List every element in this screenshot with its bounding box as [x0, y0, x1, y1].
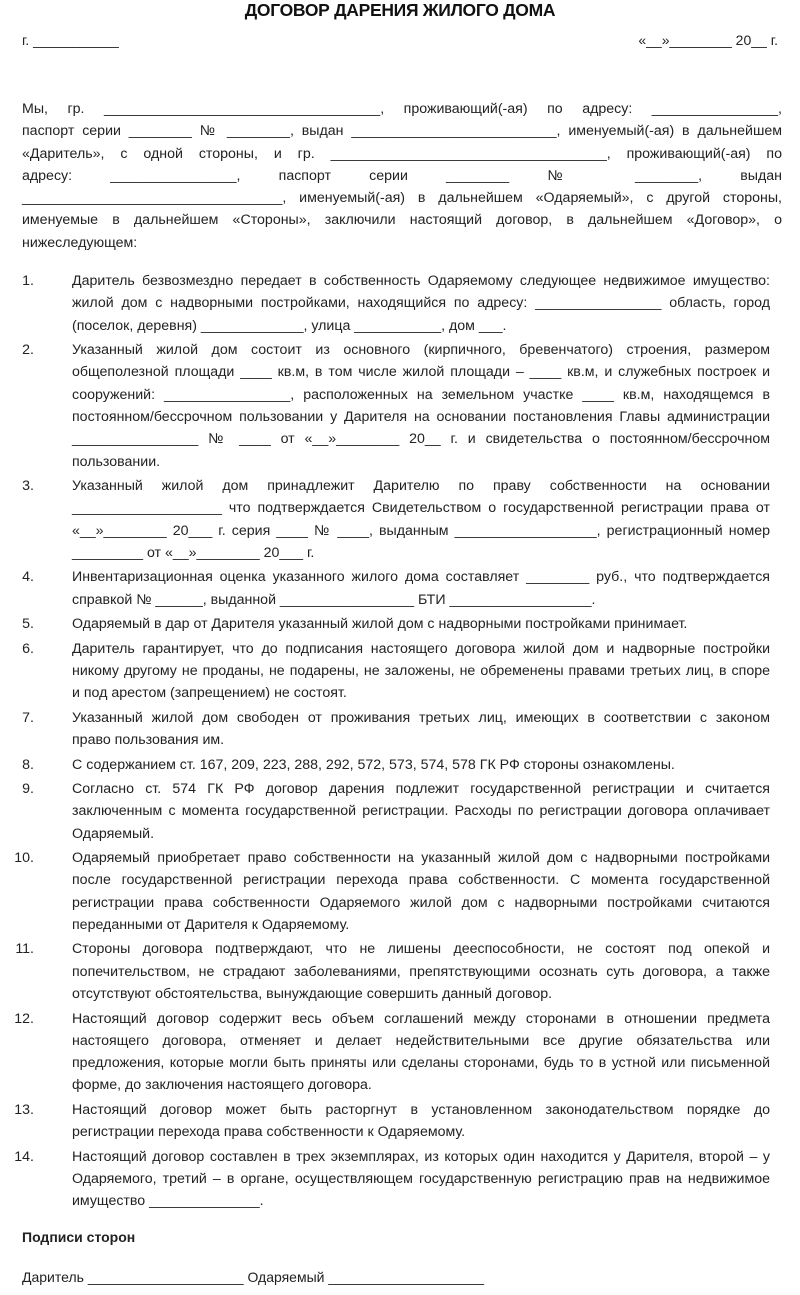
clause-item [0, 847, 770, 936]
donor-label: Даритель [22, 1269, 84, 1285]
clause-line: Согласно ст. 574 ГК РФ договор дарения подлежит государственной регистрации и считается [72, 781, 770, 798]
clause-line: Стороны договора подтверждают, что не лишены дееспособности, не состоят под опекой и [72, 941, 770, 958]
intro-line: _________________________________, именуемый(-ая) в дальнейшем «Одаряемый», с другой стороны, [22, 190, 782, 207]
clause-line: Одаряемый в дар от Дарителя указанный жилой дом с надворными постройками принимает. [72, 616, 688, 633]
clause-line: никому другому не проданы, не подарены, не заложены, не обременены правами третьих лиц, в споре [72, 662, 770, 679]
signatures-heading: Подписи сторон [22, 1229, 136, 1245]
clause-item [0, 270, 770, 337]
clause-number: 8. [22, 756, 34, 773]
clause-number: 7. [22, 709, 34, 726]
clause-line: после государственной регистрации перехода права собственности. С момента государственной [72, 872, 770, 889]
intro-line: адресу: ________________, паспорт серии ________ № ________, выдан [22, 167, 782, 184]
document-title: ДОГОВОР ДАРЕНИЯ ЖИЛОГО ДОМА [244, 0, 556, 20]
clause-line: Указанный жилой дом состоит из основного (кирпичного, бревенчатого) строения, размером [72, 342, 770, 359]
clause-item [0, 754, 770, 776]
clause-line: С содержанием ст. 167, 209, 223, 288, 292, 572, 573, 574, 578 ГК РФ стороны ознакомлены. [72, 756, 675, 773]
clause-line: постоянном/бессрочном пользовании у Дарителя на основании постановления Главы администрации [72, 408, 770, 425]
clause-line: предложения, которые могли быть приняты или сделаны сторонами, будь то в устной или письменной [72, 1055, 770, 1072]
clause-line: общеполезной площади ____ кв.м, в том числе жилой площади – ____ кв.м, и служебных построек и [72, 364, 770, 381]
clause-number: 10. [14, 850, 34, 867]
clause-number: 2. [22, 342, 34, 359]
clause-line: ________________ № ____ от «__»________ 20__ г. и свидетельства о постоянном/бессрочном [72, 431, 770, 448]
clause-number: 1. [22, 273, 34, 289]
clause-line: регистрации права собственности Одаряемого жилой дом с надворными постройками считаются [72, 894, 770, 911]
clause-number: 13. [14, 1101, 34, 1118]
clause-line: Даритель безвозмездно передает в собственность Одаряемому следующее недвижимое имущество: [72, 273, 770, 289]
intro-paragraph [22, 98, 782, 254]
clause-line: сооружений: ________________, расположенных на земельном участке ____ кв.м, находящемся в [72, 386, 770, 403]
clause-line: Указанный жилой дом принадлежит Дарителю по праву собственности на основании [72, 478, 770, 495]
clause-line: форме, до заключения настоящего договора. [72, 1077, 372, 1094]
clause-line: переданными от Дарителя к Одаряемому. [72, 917, 350, 933]
clause-item [0, 778, 770, 845]
clause-number: 5. [22, 616, 34, 633]
contract-clauses-list [0, 270, 800, 1215]
clause-line: и под арестом (запрещением) не состоят. [72, 685, 347, 702]
clause-line: право пользования им. [72, 732, 225, 749]
clause-number: 12. [14, 1010, 34, 1027]
clause-number: 9. [22, 781, 34, 798]
clause-line: попечительством, не страдают заболеваниями, препятствующими осознать суть договора, а также [72, 963, 770, 980]
intro-line: «Даритель», с одной стороны, и гр. ___________________________________, проживающий(-ая) по [22, 145, 782, 162]
clause-line: Настоящий договор составлен в трех экземплярах, из которых один находится у Дарителя, второй – у [72, 1148, 770, 1165]
intro-line: именуемые в дальнейшем «Стороны», заключили настоящий договор, в дальнейшем «Договор», о [22, 212, 782, 229]
clause-line: заключенным с момента государственной регистрации. Расходы по регистрации договора оплачивает [72, 803, 770, 820]
recipient-label: Одаряемый [247, 1269, 325, 1285]
clause-item [0, 938, 770, 1005]
clause-item [0, 1008, 770, 1097]
clause-number: 11. [15, 941, 34, 958]
clause-item [0, 475, 770, 564]
intro-line: паспорт серии ________ № ________, выдан __________________________, именуемый(-ая) в дальнейшем [22, 123, 782, 140]
clause-number: 14. [14, 1148, 34, 1165]
clause-line: Даритель гарантирует, что до подписания настоящего договора жилой дом и надворные постройки [72, 640, 770, 657]
clause-item [0, 339, 770, 473]
city-field: г. ___________ [22, 32, 119, 48]
clause-line: ___________________ что подтверждается Свидетельством о государственной регистрации права от [72, 500, 770, 517]
clause-line: жилой дом с надворными постройками, находящийся по адресу: ________________ область, город [72, 295, 770, 312]
date-field: «__»________ 20__ г. [638, 32, 778, 48]
clause-line: (поселок, деревня) _____________, улица ___________, дом ___. [72, 317, 507, 334]
clause-line: настоящего договора, отменяет и делает недействительными все другие обязательства или [72, 1032, 770, 1049]
clause-number: 4. [22, 569, 34, 586]
clause-line: Настоящий договор может быть расторгнут в установленном законодательством порядке до [72, 1101, 770, 1118]
clause-line: пользовании. [72, 453, 161, 470]
clause-item [0, 613, 770, 635]
clause-item [0, 1099, 770, 1144]
clause-line: регистрации перехода права собственности к Одаряемому. [72, 1124, 466, 1141]
clause-item [0, 638, 770, 705]
clause-item [0, 566, 770, 611]
donor-signature-blank: ____________________ [87, 1269, 244, 1285]
clause-item [0, 707, 770, 752]
clause-line: Настоящий договор содержит весь объем соглашений между сторонами в отношении предмета [72, 1010, 770, 1027]
clause-line: _________ от «__»________ 20___ г. [72, 544, 315, 561]
clause-line: Одаряемый приобретает право собственности на указанный жилой дом с надворными постройками [72, 850, 770, 867]
clause-line: «__»________ 20___ г. серия ____ № ____, выданным __________________, регистрационный номер [72, 522, 770, 539]
intro-line: Мы, гр. ___________________________________, проживающий(-ая) по адресу: ________________, [22, 101, 782, 117]
clause-line: Указанный жилой дом свободен от проживания третьих лиц, имеющих в соответствии с законом [72, 709, 770, 726]
recipient-signature-blank: ____________________ [328, 1269, 485, 1285]
clause-number: 3. [22, 478, 34, 495]
clause-line: справкой № ______, выданной _________________ БТИ __________________. [72, 591, 596, 608]
clause-line: Инвентаризационная оценка указанного жилого дома составляет ________ руб., что подтверждается [72, 569, 770, 586]
clause-line: имущество ______________. [72, 1193, 264, 1210]
clause-line: Одаряемый. [72, 825, 155, 842]
intro-line: нижеследующем: [22, 234, 138, 251]
clause-line: отсутствуют обстоятельства, вынуждающие совершить данный договор. [72, 986, 553, 1003]
clause-item [0, 1146, 770, 1213]
clause-number: 6. [22, 640, 34, 657]
signatures-line [22, 1269, 484, 1285]
clause-line: Одаряемого, третий – в органе, осуществляющем государственную регистрацию прав на недвижимое [72, 1171, 770, 1188]
